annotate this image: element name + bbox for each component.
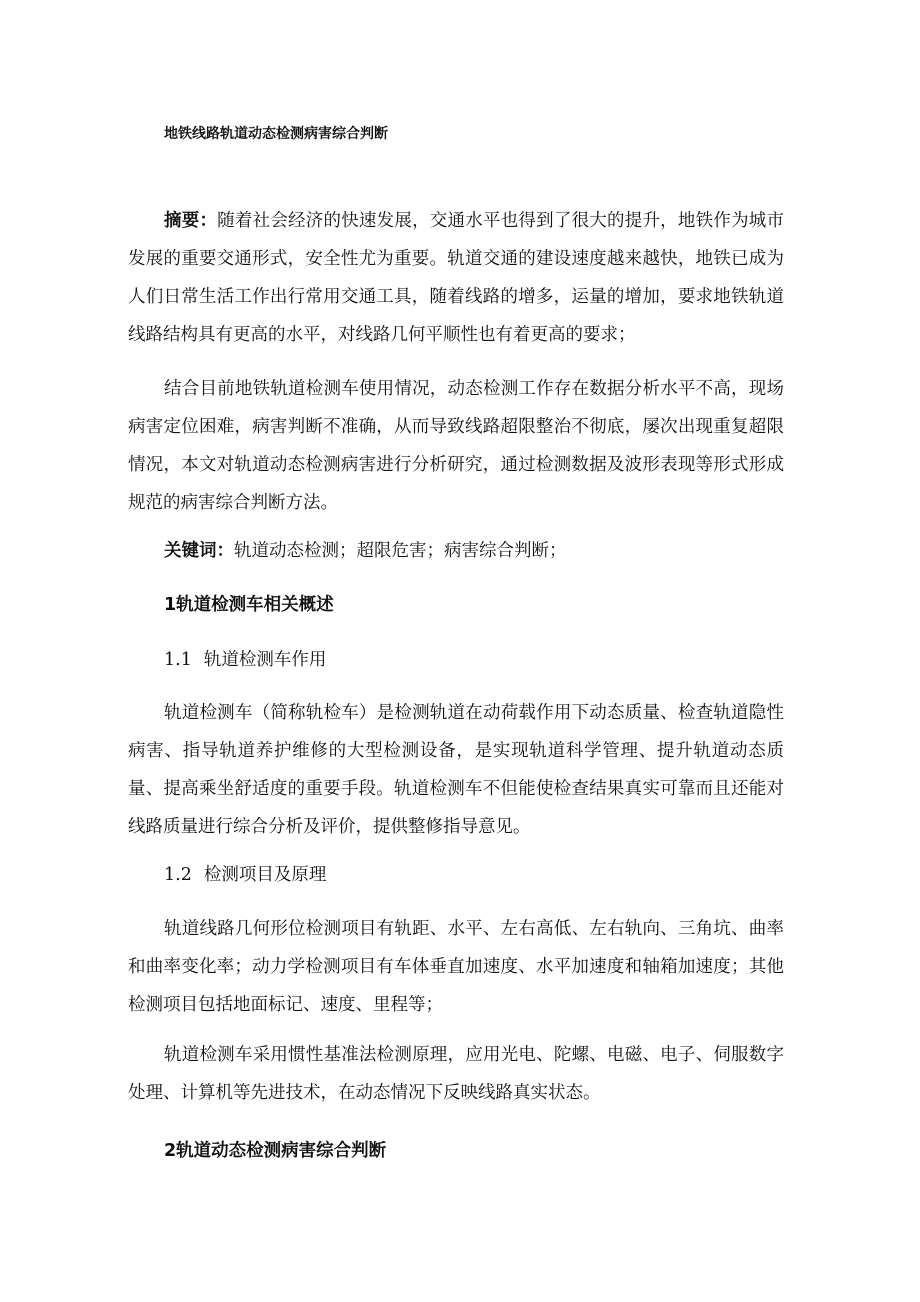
abstract-text: 随着社会经济的快速发展，交通水平也得到了很大的提升，地铁作为城市发展的重要交通形式，安全性尤为重要。轨道交通的建设速度越来越快，地铁已成为人们日常生活工作出行常用交通工具，随着线路的增多，运量的增加，要求地铁轨道线路结构具有更高的水平，对线路几何平顺性也有着更高的要求；	[128, 211, 785, 345]
subsection-1-1-title: 轨道检测车作用	[203, 650, 327, 670]
document-title: 地铁线路轨道动态检测病害综合判断	[164, 126, 388, 142]
subsection-1-2-title: 检测项目及原理	[203, 865, 327, 885]
abstract-paragraph	[128, 202, 784, 354]
subsection-1-1-heading	[164, 645, 326, 675]
section-1-heading: 1轨道检测车相关概述	[164, 595, 334, 615]
subsection-1-2-paragraph-1: 轨道线路几何形位检测项目有轨距、水平、左右高低、左右轨向、三角坑、曲率和曲率变化率；动力学检测项目有车体垂直加速度、水平加速度和轴箱加速度；其他检测项目包括地面标记、速度、里程等；	[128, 919, 784, 1015]
subsection-1-2-number: 1.2	[164, 865, 192, 885]
keywords-paragraph	[128, 532, 784, 570]
keywords-text: 轨道动态检测；超限危害；病害综合判断；	[234, 541, 567, 561]
subsection-1-2-paragraph-2: 轨道检测车采用惯性基准法检测原理，应用光电、陀螺、电磁、电子、伺服数字处理、计算机等先进技术，在动态情况下反映线路真实状态。	[128, 1045, 784, 1103]
keywords-label: 关键词：	[164, 541, 234, 561]
subsection-1-1-paragraph: 轨道检测车（简称轨检车）是检测轨道在动荷载作用下动态质量、检查轨道隐性病害、指导轨道养护维修的大型检测设备，是实现轨道科学管理、提升轨道动态质量、提高乘坐舒适度的重要手段。轨道检测车不但能使检查结果真实可靠而且还能对线路质量进行综合分析及评价，提供整修指导意见。	[128, 703, 784, 837]
subsection-1-1-number: 1.1	[164, 650, 192, 670]
abstract-label: 摘要：	[164, 211, 218, 231]
subsection-1-2-heading	[164, 860, 326, 890]
abstract-paragraph-2: 结合目前地铁轨道检测车使用情况，动态检测工作存在数据分析水平不高，现场病害定位困难，病害判断不准确，从而导致线路超限整治不彻底，屡次出现重复超限情况，本文对轨道动态检测病害进行分析研究，通过检测数据及波形表现等形式形成规范的病害综合判断方法。	[128, 379, 784, 513]
section-2-heading: 2轨道动态检测病害综合判断	[164, 1141, 387, 1161]
